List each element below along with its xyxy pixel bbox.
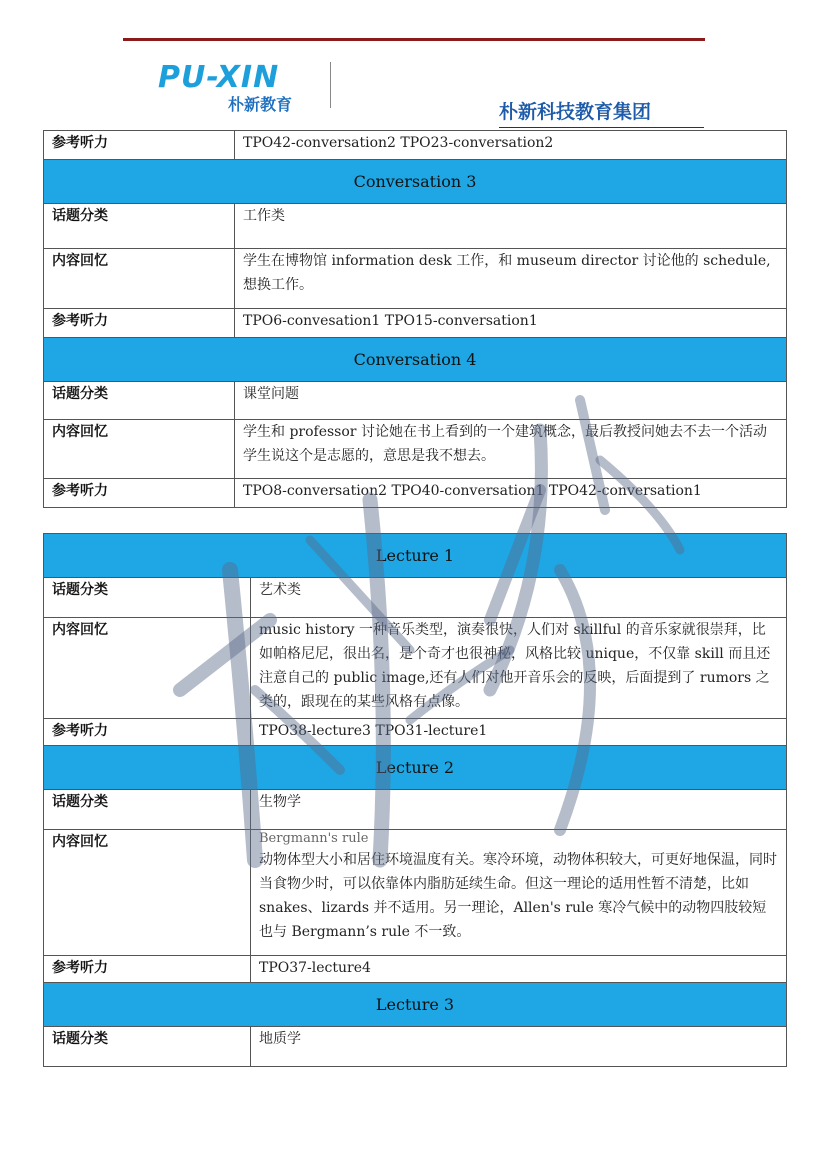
logo-main-text: PU-XIN [158,60,280,95]
section-title: Lecture 3 [44,983,787,1027]
section-title: Conversation 3 [44,160,787,204]
row-value: TPO8-conversation2 TPO40-conversation1 TPO42-conversation1 [235,479,787,508]
header-top-rule [123,38,705,41]
table-row [44,618,787,719]
table-row [44,830,787,956]
row-value: 生物学 [251,790,787,830]
section-header [44,746,787,790]
row-label: 话题分类 [44,578,251,618]
row-label: 内容回忆 [44,249,235,309]
table-row [44,719,787,746]
table-row [44,956,787,983]
row-label: 话题分类 [44,382,235,420]
conversation-table [43,130,787,508]
row-label: 话题分类 [44,790,251,830]
row-value: 工作类 [235,204,787,249]
puxin-logo [158,62,328,112]
table-row [44,249,787,309]
table-row [44,578,787,618]
section-title: Lecture 1 [44,534,787,578]
section-header [44,338,787,382]
row-value: 学生在博物馆 information desk 工作，和 museum director 讨论他的 schedule,想换工作。 [235,249,787,309]
brand-underline [499,127,704,128]
table-row [44,479,787,508]
logo-divider [330,62,331,108]
section-header [44,534,787,578]
section-header [44,160,787,204]
table-row [44,1027,787,1067]
lecture-table [43,533,787,1067]
row-value: music history 一种音乐类型，演奏很快，人们对 skillful 的音乐家就很崇拜，比如帕格尼尼，很出名，是个奇才也很神秘，风格比较 unique，不仅靠 skill 而且还注意自己的 public image,还有人们对他开音乐会的反映，后面提到了 rumors 之类的，跟现在的某些风格有点像。 [251,618,787,719]
row-label: 话题分类 [44,204,235,249]
table-row [44,420,787,479]
row-label: 内容回忆 [44,618,251,719]
row-value [251,830,787,956]
row-label: 内容回忆 [44,830,251,956]
row-value: 学生和 professor 讨论她在书上看到的一个建筑概念，最后教授问她去不去一个活动学生说这个是志愿的，意思是我不想去。 [235,420,787,479]
row-value: TPO6-convesation1 TPO15-conversation1 [235,309,787,338]
row-label: 内容回忆 [44,420,235,479]
row-value-body: 动物体型大小和居住环境温度有关。寒冷环境，动物体积较大，可更好地保温，同时当食物少时，可以依靠体内脂肪延续生命。但这一理论的适用性暂不清楚，比如 snakes、lizards 并不适用。另一理论，Allen's rule 寒冷气候中的动物四肢较短也与 Bergmann’s rule 不一致。 [259,852,777,940]
brand-name: 朴新科技教育集团 [499,101,652,123]
row-value: 地质学 [251,1027,787,1067]
table-row [44,131,787,160]
row-value-heading: Bergmann's rule [259,831,369,846]
section-header [44,983,787,1027]
row-value: 课堂问题 [235,382,787,420]
row-label: 参考听力 [44,131,235,160]
table-row [44,790,787,830]
row-value: TPO37-lecture4 [251,956,787,983]
table-row [44,382,787,420]
row-label: 话题分类 [44,1027,251,1067]
row-label: 参考听力 [44,956,251,983]
table-row [44,309,787,338]
section-title: Lecture 2 [44,746,787,790]
row-label: 参考听力 [44,479,235,508]
row-value: 艺术类 [251,578,787,618]
row-value: TPO42-conversation2 TPO23-conversation2 [235,131,787,160]
row-value: TPO38-lecture3 TPO31-lecture1 [251,719,787,746]
logo-sub-text: 朴新教育 [228,95,293,114]
row-label: 参考听力 [44,309,235,338]
row-label: 参考听力 [44,719,251,746]
table-row [44,204,787,249]
section-title: Conversation 4 [44,338,787,382]
